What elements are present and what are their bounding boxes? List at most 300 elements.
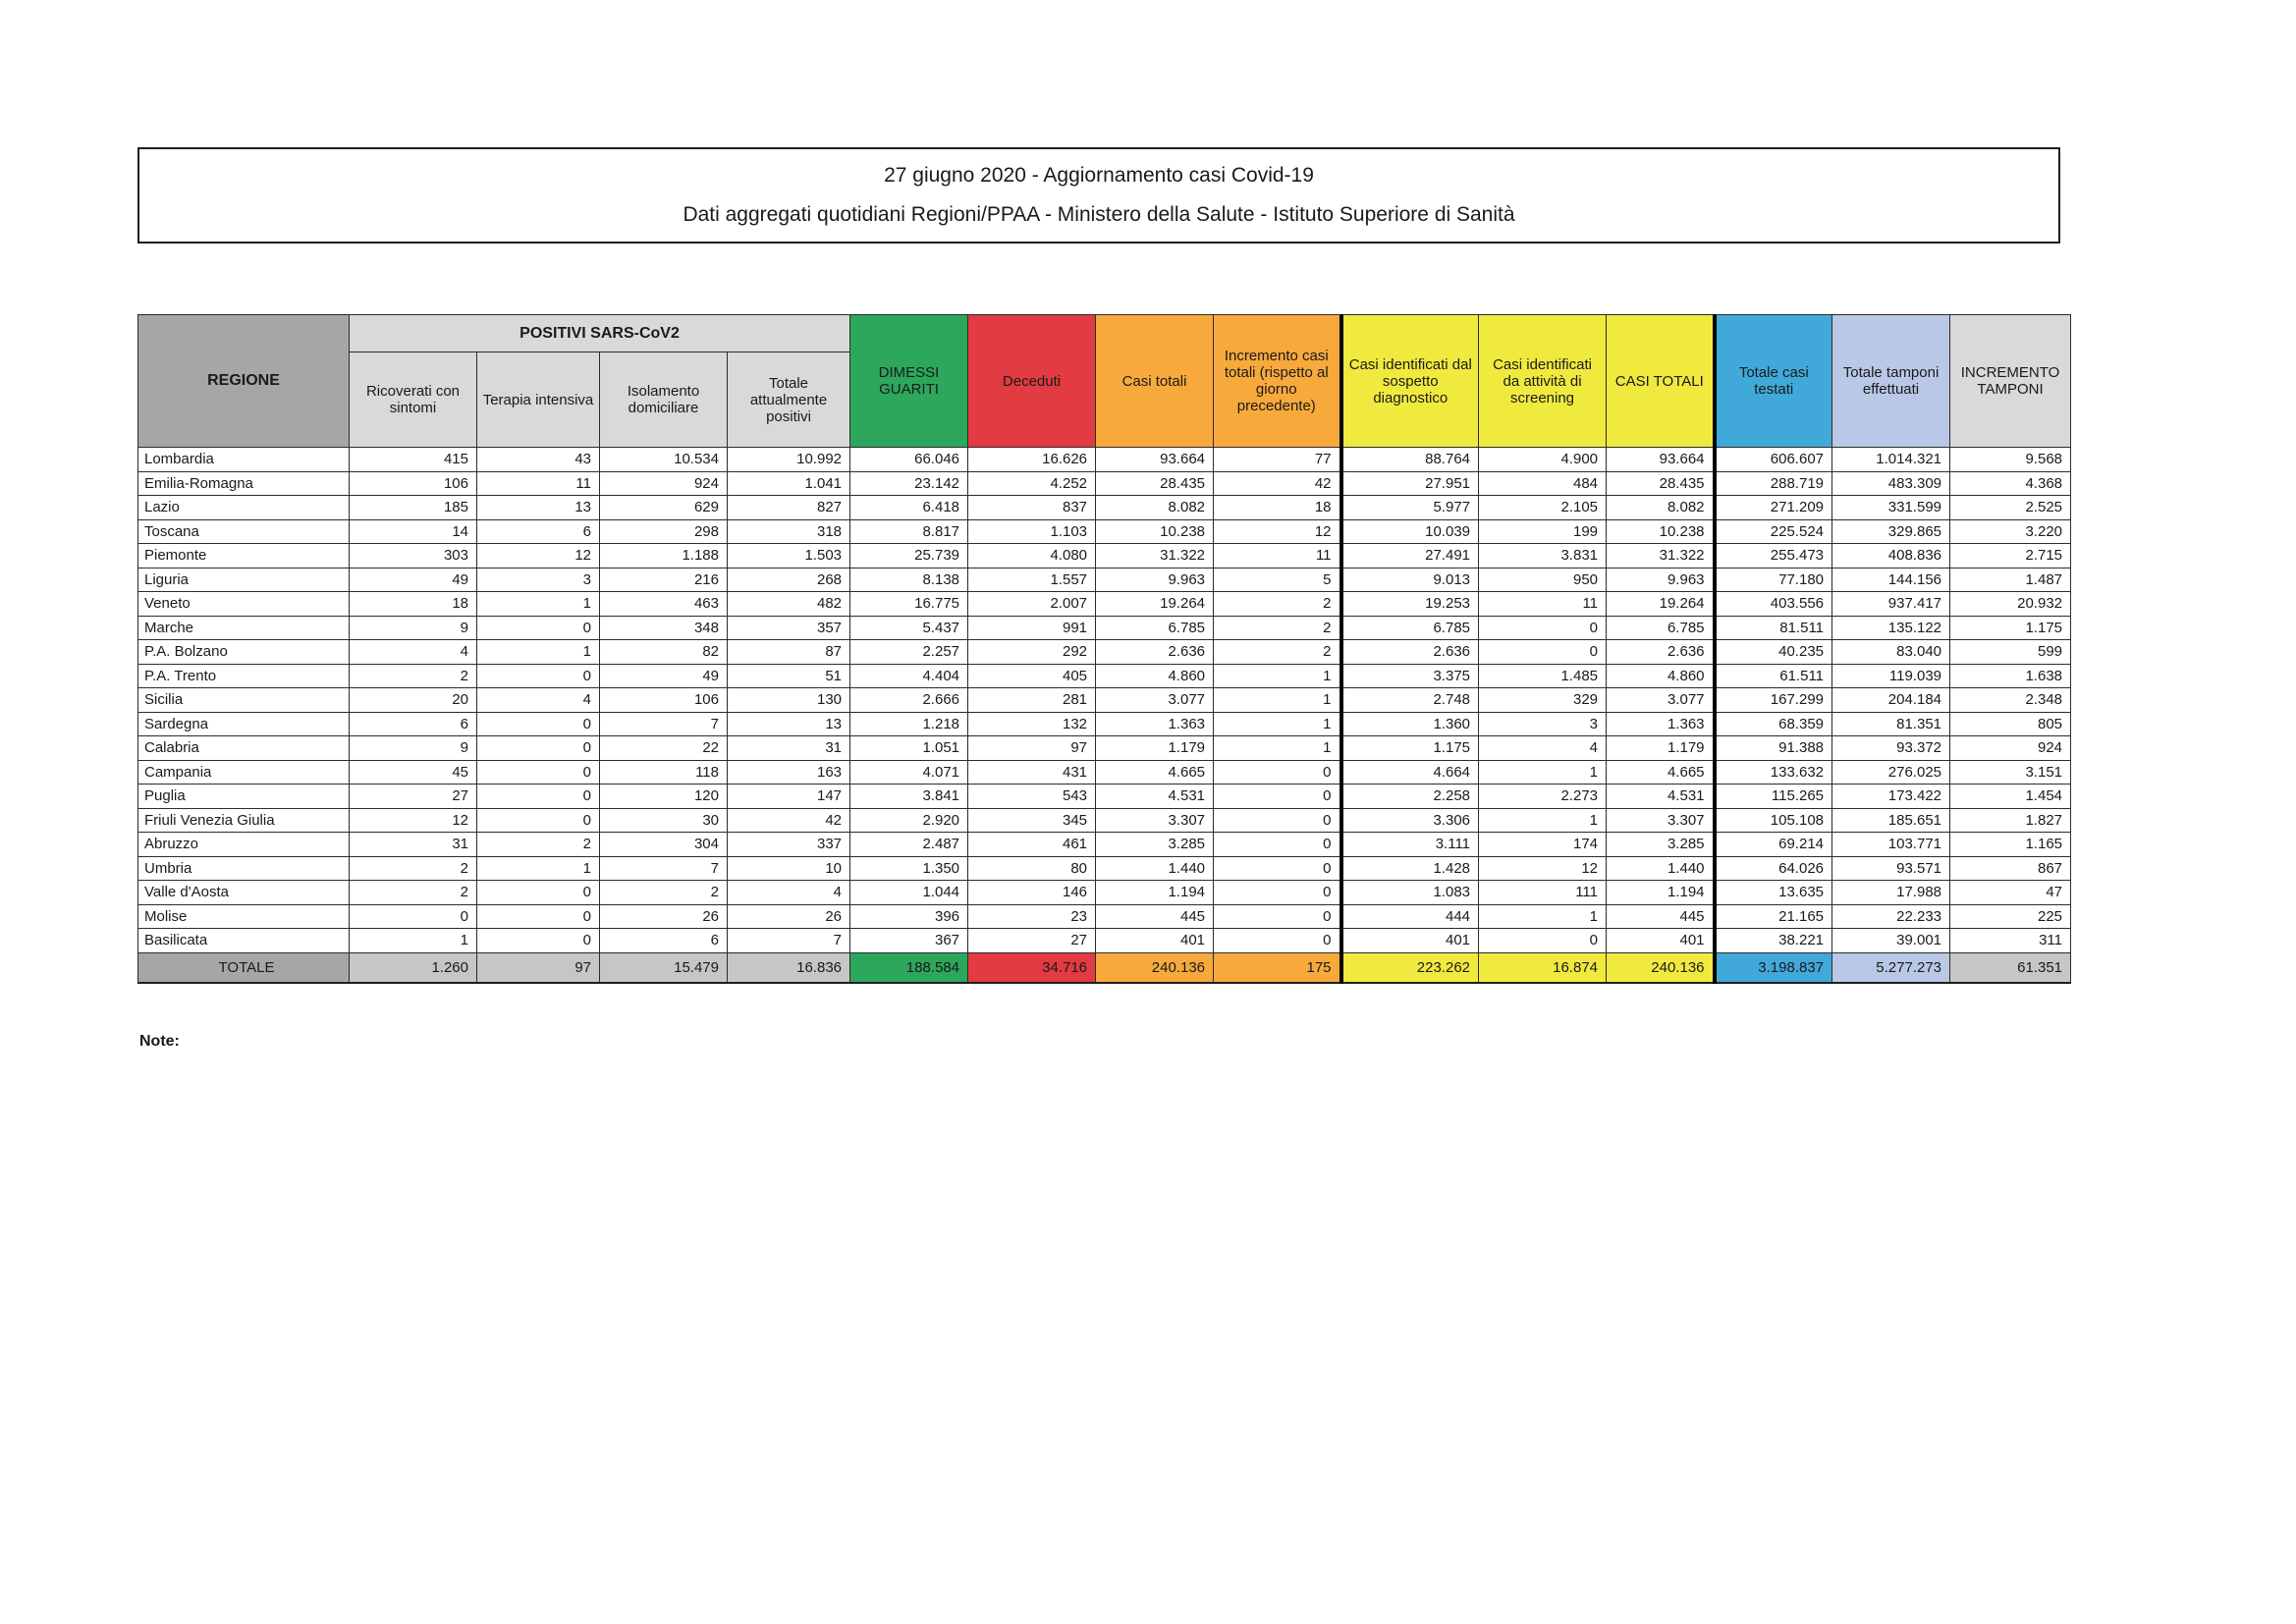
value-cell: 0: [477, 736, 600, 761]
value-cell: 1.218: [850, 712, 968, 736]
title-box: [137, 147, 2060, 244]
value-cell: 445: [1607, 904, 1715, 929]
value-cell: 16.775: [850, 592, 968, 617]
value-cell: 61.511: [1715, 664, 1832, 688]
value-cell: 163: [728, 760, 850, 785]
value-cell: 225: [1950, 904, 2071, 929]
value-cell: 9: [350, 736, 477, 761]
value-cell: 204.184: [1832, 688, 1950, 713]
value-cell: 1.014.321: [1832, 448, 1950, 472]
value-cell: 97: [968, 736, 1096, 761]
value-cell: 2.636: [1607, 640, 1715, 665]
value-cell: 2.487: [850, 833, 968, 857]
value-cell: 6.785: [1607, 616, 1715, 640]
value-cell: 118: [600, 760, 728, 785]
value-cell: 599: [1950, 640, 2071, 665]
value-cell: 10: [728, 856, 850, 881]
title-line2: Dati aggregati quotidiani Regioni/PPAA - Ministero della Salute - Istituto Superiore di Sanità: [683, 202, 1515, 226]
value-cell: 2.748: [1341, 688, 1479, 713]
value-cell: 271.209: [1715, 496, 1832, 520]
total-value-cell: 1.260: [350, 952, 477, 983]
table-row: [138, 568, 2071, 592]
value-cell: 27.491: [1341, 544, 1479, 568]
value-cell: 484: [1479, 471, 1607, 496]
region-cell: P.A. Bolzano: [138, 640, 350, 665]
value-cell: 1.044: [850, 881, 968, 905]
value-cell: 167.299: [1715, 688, 1832, 713]
value-cell: 7: [600, 856, 728, 881]
value-cell: 20: [350, 688, 477, 713]
value-cell: 255.473: [1715, 544, 1832, 568]
value-cell: 9.963: [1607, 568, 1715, 592]
region-cell: P.A. Trento: [138, 664, 350, 688]
value-cell: 6.785: [1096, 616, 1214, 640]
value-cell: 132: [968, 712, 1096, 736]
value-cell: 4: [350, 640, 477, 665]
value-cell: 337: [728, 833, 850, 857]
value-cell: 3.375: [1341, 664, 1479, 688]
value-cell: 1.179: [1096, 736, 1214, 761]
value-cell: 7: [728, 929, 850, 953]
value-cell: 81.511: [1715, 616, 1832, 640]
value-cell: 51: [728, 664, 850, 688]
value-cell: 357: [728, 616, 850, 640]
value-cell: 82: [600, 640, 728, 665]
value-cell: 28.435: [1607, 471, 1715, 496]
value-cell: 173.422: [1832, 785, 1950, 809]
value-cell: 431: [968, 760, 1096, 785]
value-cell: 1.194: [1607, 881, 1715, 905]
value-cell: 2.525: [1950, 496, 2071, 520]
value-cell: 8.817: [850, 519, 968, 544]
total-value-cell: 97: [477, 952, 600, 983]
header-isolamento: Isolamento domiciliare: [600, 352, 728, 448]
value-cell: 93.372: [1832, 736, 1950, 761]
header-incremento-casi: Incremento casi totali (rispetto al giorno precedente): [1214, 315, 1341, 448]
value-cell: 0: [1214, 833, 1341, 857]
value-cell: 1.454: [1950, 785, 2071, 809]
value-cell: 3.151: [1950, 760, 2071, 785]
value-cell: 0: [350, 904, 477, 929]
total-value-cell: 61.351: [1950, 952, 2071, 983]
value-cell: 1.103: [968, 519, 1096, 544]
table-total-row: [138, 952, 2071, 983]
region-cell: Sicilia: [138, 688, 350, 713]
value-cell: 0: [1214, 881, 1341, 905]
value-cell: 950: [1479, 568, 1607, 592]
value-cell: 8.082: [1607, 496, 1715, 520]
value-cell: 405: [968, 664, 1096, 688]
value-cell: 1: [1479, 904, 1607, 929]
value-cell: 17.988: [1832, 881, 1950, 905]
value-cell: 105.108: [1715, 808, 1832, 833]
value-cell: 1.360: [1341, 712, 1479, 736]
value-cell: 10.534: [600, 448, 728, 472]
value-cell: 329: [1479, 688, 1607, 713]
table-row: [138, 929, 2071, 953]
value-cell: 9: [350, 616, 477, 640]
value-cell: 93.664: [1607, 448, 1715, 472]
total-label-cell: TOTALE: [138, 952, 350, 983]
value-cell: 6.785: [1341, 616, 1479, 640]
table-row: [138, 448, 2071, 472]
value-cell: 3: [477, 568, 600, 592]
value-cell: 0: [1214, 904, 1341, 929]
value-cell: 0: [1214, 760, 1341, 785]
value-cell: 1: [1214, 736, 1341, 761]
value-cell: 3.111: [1341, 833, 1479, 857]
table-row: [138, 496, 2071, 520]
header-deceduti: Deceduti: [968, 315, 1096, 448]
value-cell: 268: [728, 568, 850, 592]
value-cell: 1: [1479, 808, 1607, 833]
table-row: [138, 881, 2071, 905]
value-cell: 1.194: [1096, 881, 1214, 905]
note-label: Note:: [139, 1033, 180, 1050]
value-cell: 1.041: [728, 471, 850, 496]
value-cell: 0: [1214, 856, 1341, 881]
value-cell: 87: [728, 640, 850, 665]
table-row: [138, 712, 2071, 736]
value-cell: 0: [477, 760, 600, 785]
header-totale-positivi: Totale attualmente positivi: [728, 352, 850, 448]
value-cell: 1: [350, 929, 477, 953]
value-cell: 146: [968, 881, 1096, 905]
value-cell: 19.264: [1607, 592, 1715, 617]
value-cell: 3.307: [1607, 808, 1715, 833]
value-cell: 199: [1479, 519, 1607, 544]
value-cell: 19.253: [1341, 592, 1479, 617]
value-cell: 4.860: [1096, 664, 1214, 688]
value-cell: 345: [968, 808, 1096, 833]
value-cell: 0: [1214, 785, 1341, 809]
value-cell: 1: [477, 592, 600, 617]
region-cell: Veneto: [138, 592, 350, 617]
value-cell: 4.252: [968, 471, 1096, 496]
value-cell: 9.013: [1341, 568, 1479, 592]
value-cell: 12: [350, 808, 477, 833]
value-cell: 2.348: [1950, 688, 2071, 713]
value-cell: 2: [350, 881, 477, 905]
value-cell: 66.046: [850, 448, 968, 472]
table-row: [138, 664, 2071, 688]
value-cell: 22: [600, 736, 728, 761]
table-row: [138, 544, 2071, 568]
value-cell: 1: [1214, 688, 1341, 713]
value-cell: 3.841: [850, 785, 968, 809]
value-cell: 10.238: [1607, 519, 1715, 544]
table-row: [138, 736, 2071, 761]
region-cell: Valle d'Aosta: [138, 881, 350, 905]
value-cell: 1.179: [1607, 736, 1715, 761]
value-cell: 0: [477, 785, 600, 809]
region-cell: Puglia: [138, 785, 350, 809]
table-row: [138, 688, 2071, 713]
value-cell: 225.524: [1715, 519, 1832, 544]
value-cell: 12: [477, 544, 600, 568]
header-casi-sospetto-diagnostico: Casi identificati dal sospetto diagnostico: [1341, 315, 1479, 448]
value-cell: 408.836: [1832, 544, 1950, 568]
value-cell: 68.359: [1715, 712, 1832, 736]
value-cell: 4.080: [968, 544, 1096, 568]
table-row: [138, 519, 2071, 544]
total-value-cell: 240.136: [1096, 952, 1214, 983]
value-cell: 401: [1341, 929, 1479, 953]
value-cell: 31: [728, 736, 850, 761]
total-value-cell: 34.716: [968, 952, 1096, 983]
value-cell: 463: [600, 592, 728, 617]
value-cell: 216: [600, 568, 728, 592]
table-row: [138, 616, 2071, 640]
value-cell: 6: [350, 712, 477, 736]
value-cell: 311: [1950, 929, 2071, 953]
value-cell: 10.992: [728, 448, 850, 472]
table-row: [138, 640, 2071, 665]
value-cell: 348: [600, 616, 728, 640]
value-cell: 12: [1479, 856, 1607, 881]
value-cell: 30: [600, 808, 728, 833]
value-cell: 4.665: [1607, 760, 1715, 785]
value-cell: 4.860: [1607, 664, 1715, 688]
value-cell: 0: [477, 808, 600, 833]
value-cell: 1.188: [600, 544, 728, 568]
header-incremento-tamponi: INCREMENTO TAMPONI: [1950, 315, 2071, 448]
value-cell: 3.077: [1096, 688, 1214, 713]
value-cell: 120: [600, 785, 728, 809]
table-row: [138, 471, 2071, 496]
table-row: [138, 760, 2071, 785]
value-cell: 42: [1214, 471, 1341, 496]
value-cell: 0: [477, 664, 600, 688]
total-value-cell: 16.874: [1479, 952, 1607, 983]
value-cell: 1.175: [1950, 616, 2071, 640]
value-cell: 93.571: [1832, 856, 1950, 881]
value-cell: 12: [1214, 519, 1341, 544]
value-cell: 4.531: [1096, 785, 1214, 809]
table-row: [138, 592, 2071, 617]
value-cell: 281: [968, 688, 1096, 713]
value-cell: 88.764: [1341, 448, 1479, 472]
value-cell: 483.309: [1832, 471, 1950, 496]
value-cell: 26: [600, 904, 728, 929]
value-cell: 185.651: [1832, 808, 1950, 833]
value-cell: 2.636: [1341, 640, 1479, 665]
value-cell: 2: [350, 664, 477, 688]
value-cell: 10.238: [1096, 519, 1214, 544]
value-cell: 174: [1479, 833, 1607, 857]
value-cell: 292: [968, 640, 1096, 665]
value-cell: 106: [350, 471, 477, 496]
value-cell: 445: [1096, 904, 1214, 929]
value-cell: 13: [728, 712, 850, 736]
value-cell: 0: [1214, 929, 1341, 953]
value-cell: 2.257: [850, 640, 968, 665]
value-cell: 13.635: [1715, 881, 1832, 905]
value-cell: 0: [1479, 929, 1607, 953]
value-cell: 1.428: [1341, 856, 1479, 881]
value-cell: 837: [968, 496, 1096, 520]
value-cell: 80: [968, 856, 1096, 881]
value-cell: 0: [1214, 808, 1341, 833]
value-cell: 2: [350, 856, 477, 881]
value-cell: 403.556: [1715, 592, 1832, 617]
value-cell: 27.951: [1341, 471, 1479, 496]
value-cell: 4.531: [1607, 785, 1715, 809]
value-cell: 2: [600, 881, 728, 905]
value-cell: 3.306: [1341, 808, 1479, 833]
value-cell: 991: [968, 616, 1096, 640]
region-cell: Campania: [138, 760, 350, 785]
value-cell: 130: [728, 688, 850, 713]
value-cell: 111: [1479, 881, 1607, 905]
region-cell: Marche: [138, 616, 350, 640]
value-cell: 1.557: [968, 568, 1096, 592]
value-cell: 4.900: [1479, 448, 1607, 472]
header-dimessi-guariti: DIMESSI GUARITI: [850, 315, 968, 448]
value-cell: 1: [1214, 664, 1341, 688]
value-cell: 0: [477, 929, 600, 953]
value-cell: 0: [477, 712, 600, 736]
value-cell: 1: [1214, 712, 1341, 736]
value-cell: 25.739: [850, 544, 968, 568]
region-cell: Basilicata: [138, 929, 350, 953]
region-cell: Calabria: [138, 736, 350, 761]
value-cell: 18: [350, 592, 477, 617]
total-value-cell: 175: [1214, 952, 1341, 983]
value-cell: 1: [1479, 760, 1607, 785]
value-cell: 4: [728, 881, 850, 905]
header-totale-casi-testati: Totale casi testati: [1715, 315, 1832, 448]
value-cell: 0: [1479, 640, 1607, 665]
value-cell: 4.404: [850, 664, 968, 688]
value-cell: 924: [600, 471, 728, 496]
table-row: [138, 904, 2071, 929]
value-cell: 18: [1214, 496, 1341, 520]
value-cell: 1.440: [1096, 856, 1214, 881]
value-cell: 106: [600, 688, 728, 713]
value-cell: 1: [477, 856, 600, 881]
value-cell: 81.351: [1832, 712, 1950, 736]
value-cell: 3: [1479, 712, 1607, 736]
value-cell: 4.664: [1341, 760, 1479, 785]
header-casi-screening: Casi identificati da attività di screening: [1479, 315, 1607, 448]
value-cell: 144.156: [1832, 568, 1950, 592]
value-cell: 401: [1607, 929, 1715, 953]
value-cell: 31.322: [1607, 544, 1715, 568]
value-cell: 1.503: [728, 544, 850, 568]
value-cell: 461: [968, 833, 1096, 857]
value-cell: 2: [1214, 616, 1341, 640]
value-cell: 543: [968, 785, 1096, 809]
value-cell: 1: [477, 640, 600, 665]
region-cell: Umbria: [138, 856, 350, 881]
value-cell: 3.285: [1096, 833, 1214, 857]
value-cell: 4.665: [1096, 760, 1214, 785]
value-cell: 133.632: [1715, 760, 1832, 785]
value-cell: 3.831: [1479, 544, 1607, 568]
value-cell: 5.437: [850, 616, 968, 640]
value-cell: 1.350: [850, 856, 968, 881]
value-cell: 1.083: [1341, 881, 1479, 905]
value-cell: 937.417: [1832, 592, 1950, 617]
value-cell: 93.664: [1096, 448, 1214, 472]
table-row: [138, 785, 2071, 809]
value-cell: 31.322: [1096, 544, 1214, 568]
value-cell: 482: [728, 592, 850, 617]
region-cell: Piemonte: [138, 544, 350, 568]
header-totale-tamponi: Totale tamponi effettuati: [1832, 315, 1950, 448]
total-value-cell: 15.479: [600, 952, 728, 983]
title-line1: 27 giugno 2020 - Aggiornamento casi Covid-19: [884, 164, 1314, 188]
region-cell: Emilia-Romagna: [138, 471, 350, 496]
value-cell: 2.666: [850, 688, 968, 713]
value-cell: 2.273: [1479, 785, 1607, 809]
value-cell: 329.865: [1832, 519, 1950, 544]
value-cell: 43: [477, 448, 600, 472]
value-cell: 26: [728, 904, 850, 929]
value-cell: 2.105: [1479, 496, 1607, 520]
value-cell: 16.626: [968, 448, 1096, 472]
value-cell: 2: [1214, 640, 1341, 665]
value-cell: 4.071: [850, 760, 968, 785]
header-ricoverati: Ricoverati con sintomi: [350, 352, 477, 448]
value-cell: 42: [728, 808, 850, 833]
header-casi-totali-caps: CASI TOTALI: [1607, 315, 1715, 448]
value-cell: 1.440: [1607, 856, 1715, 881]
value-cell: 49: [600, 664, 728, 688]
value-cell: 6: [477, 519, 600, 544]
value-cell: 103.771: [1832, 833, 1950, 857]
value-cell: 21.165: [1715, 904, 1832, 929]
value-cell: 2.715: [1950, 544, 2071, 568]
value-cell: 0: [477, 904, 600, 929]
value-cell: 14: [350, 519, 477, 544]
value-cell: 367: [850, 929, 968, 953]
region-cell: Friuli Venezia Giulia: [138, 808, 350, 833]
value-cell: 3.307: [1096, 808, 1214, 833]
value-cell: 3.285: [1607, 833, 1715, 857]
region-cell: Molise: [138, 904, 350, 929]
value-cell: 444: [1341, 904, 1479, 929]
value-cell: 49: [350, 568, 477, 592]
value-cell: 185: [350, 496, 477, 520]
table-row: [138, 833, 2071, 857]
header-casi-totali: Casi totali: [1096, 315, 1214, 448]
value-cell: 27: [968, 929, 1096, 953]
value-cell: 22.233: [1832, 904, 1950, 929]
value-cell: 1.175: [1341, 736, 1479, 761]
value-cell: 39.001: [1832, 929, 1950, 953]
value-cell: 4.368: [1950, 471, 2071, 496]
value-cell: 115.265: [1715, 785, 1832, 809]
value-cell: 8.138: [850, 568, 968, 592]
value-cell: 10.039: [1341, 519, 1479, 544]
value-cell: 1.485: [1479, 664, 1607, 688]
table-row: [138, 856, 2071, 881]
value-cell: 415: [350, 448, 477, 472]
header-regione: REGIONE: [138, 315, 350, 448]
value-cell: 827: [728, 496, 850, 520]
value-cell: 2.007: [968, 592, 1096, 617]
total-value-cell: 240.136: [1607, 952, 1715, 983]
value-cell: 629: [600, 496, 728, 520]
value-cell: 5: [1214, 568, 1341, 592]
value-cell: 147: [728, 785, 850, 809]
value-cell: 9.568: [1950, 448, 2071, 472]
value-cell: 4: [1479, 736, 1607, 761]
value-cell: 0: [477, 616, 600, 640]
covid-regions-table: [137, 314, 2071, 984]
